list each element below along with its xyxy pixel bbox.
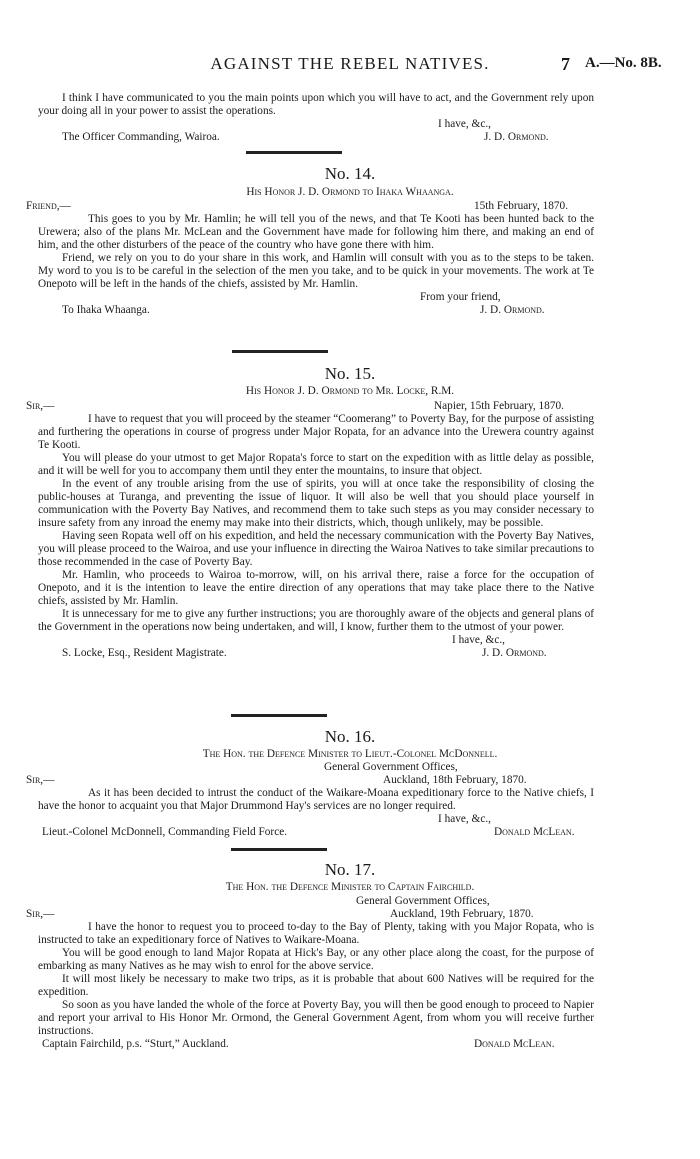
no17-paragraph-4: So soon as you have landed the whole of the force at Poverty Bay, you will then be good enough to proceed to Napier and report your arrival to His Honor Mr. Ormond, the General Government Agent, from whom you will receive further instructions.: [38, 999, 594, 1037]
no15-paragraph-2: You will please do your utmost to get Major Ropata's force to start on the expedition with as little delay as possible, and it will be well for you to accompany them until they enter the mountains, to insure that object.: [38, 452, 594, 477]
no15-paragraph-1: I have to request that you will proceed by the steamer “Coomerang” to Poverty Bay, for the purpose of assisting and furthering the operations in course of progress under Major Ropata, for an advance into the Urewera country against Te Kooti.: [38, 413, 594, 451]
no15-closing: I have, &c.,: [452, 634, 506, 646]
no16-sign-line: [38, 826, 594, 839]
no17-subtitle: The Hon. the Defence Minister to Captain Fairchild.: [225, 881, 475, 893]
no15-addressee: S. Locke, Esq., Resident Magistrate.: [62, 647, 227, 659]
no14-closing-line: [38, 291, 594, 304]
no16-salutation: Sir,—: [26, 774, 55, 786]
no16-signature: Donald McLean.: [494, 826, 575, 838]
intro-paragraph: I think I have communicated to you the main points upon which you will have to act, and the Government rely upon your doing all in your power to assist the operations.: [38, 92, 594, 117]
no16-paragraph-1: As it has been decided to intrust the conduct of the Waikare-Moana expeditionary force to the Native chiefs, I have the honor to acquaint you that Major Drummond Hay's services are no longer required.: [38, 787, 594, 812]
no16-subtitle: The Hon. the Defence Minister to Lieut.-Colonel McDonnell.: [202, 748, 498, 760]
intro-letter-end: [38, 92, 594, 144]
no17-salutation: Sir,—: [26, 908, 55, 920]
no16-salutation-line: [26, 774, 594, 787]
no14-paragraph-1: This goes to you by Mr. Hamlin; he will tell you of the news, and that Te Kooti has been hunted back to the Urewera; also of the plans Mr. McLean and the Government have made for following him there, and making an end of him, and the other disturbers of the peace of the country who have gone there with him.: [38, 213, 594, 251]
no17-sign-line: [38, 1038, 594, 1051]
no14-addressee: To Ihaka Whaanga.: [62, 304, 150, 316]
no14-salutation-line: [26, 200, 594, 213]
no17-salutation-line: [26, 908, 594, 921]
no15-salutation-line: [26, 400, 594, 413]
page-number: 7: [561, 54, 570, 74]
no16-heading: No. 16.: [324, 727, 376, 746]
no15-paragraph-5: Mr. Hamlin, who proceeds to Wairoa to-morrow, will, on his arrival there, raise a force for the occupation of Onepoto, and it is the intention to leave the entire direction of any operations that may take place there to the Native chiefs, assisted by Mr. Hamlin.: [38, 569, 594, 607]
intro-addressee: The Officer Commanding, Wairoa.: [62, 131, 220, 143]
section-divider: [231, 714, 327, 717]
no15-heading: No. 15.: [324, 364, 376, 383]
no14-date: 15th February, 1870.: [474, 200, 569, 212]
section-divider: [231, 848, 327, 851]
no17-date: Auckland, 19th February, 1870.: [390, 908, 534, 920]
no16-addressee: Lieut.-Colonel McDonnell, Commanding Field Force.: [42, 826, 288, 838]
no15-sign-line: [38, 647, 594, 660]
no17-letter: [26, 895, 594, 1051]
intro-closing: I have, &c.,: [438, 118, 492, 130]
no16-closing-line: [38, 813, 594, 826]
no16-closing: I have, &c.,: [438, 813, 492, 825]
no17-office: General Government Offices,: [356, 895, 490, 907]
no14-sign-line: [38, 304, 594, 317]
no15-salutation: Sir,—: [26, 400, 55, 412]
no17-paragraph-3: It will most likely be necessary to make two trips, as it is probable that about 600 Natives will be required for the expedition.: [38, 973, 594, 998]
no14-signature: J. D. Ormond.: [480, 304, 545, 316]
intro-closing-line: [38, 118, 594, 131]
no16-office: General Government Offices,: [324, 761, 458, 773]
no15-paragraph-6: It is unnecessary for me to give any further instructions; you are thoroughly aware of the objects and general plans of the Government in the operations now being undertaken, and will, I know, further them to the utmost of your power.: [38, 608, 594, 633]
no17-office-line: [38, 895, 594, 908]
no15-closing-line: [38, 634, 594, 647]
no14-paragraph-2: Friend, we rely on you to do your share in this work, and Hamlin will consult with you as to the steps to be taken. My word to you is to be careful in the selection of the men you take, and to be quick in your movements. The work at Te Onepoto will be left in the hands of the chiefs, assisted by Mr. Hamlin.: [38, 252, 594, 290]
paper-reference: A.—No. 8B.: [585, 55, 662, 71]
no15-paragraph-4: Having seen Ropata well off on his expedition, and held the necessary communication with the Poverty Bay Natives, you will please proceed to the Wairoa, and use your influence in directing the Wairoa Natives to take similar precautions to those recommended in the case of Poverty Bay.: [38, 530, 594, 568]
no14-subtitle: His Honor J. D. Ormond to Ihaka Whaanga.: [246, 186, 454, 198]
no15-subtitle: His Honor J. D. Ormond to Mr. Locke, R.M.: [245, 385, 455, 397]
no17-paragraph-2: You will be good enough to land Major Ropata at Hick's Bay, or any other place along the coast, for the purpose of embarking as many Natives as he may wish to enrol for the above service.: [38, 947, 594, 972]
section-divider: [232, 350, 328, 353]
no17-heading: No. 17.: [324, 860, 376, 879]
no17-paragraph-1: I have the honor to request you to proceed to-day to the Bay of Plenty, taking with you Major Ropata, who is instructed to take an expeditionary force of Natives to Waikare-Moana.: [38, 921, 594, 946]
no14-heading: No. 14.: [324, 164, 376, 183]
no16-date: Auckland, 18th February, 1870.: [383, 774, 527, 786]
no16-office-line: [38, 761, 594, 774]
no15-date: Napier, 15th February, 1870.: [434, 400, 564, 412]
no16-letter: [26, 761, 594, 839]
no14-closing: From your friend,: [420, 291, 501, 303]
no15-signature: J. D. Ormond.: [482, 647, 547, 659]
no14-letter: [26, 200, 594, 317]
intro-sign-line: [38, 131, 594, 144]
no15-letter: [26, 400, 594, 660]
no17-signature: Donald McLean.: [474, 1038, 555, 1050]
no17-addressee: Captain Fairchild, p.s. “Sturt,” Auckland.: [42, 1038, 229, 1050]
running-header: [0, 52, 700, 76]
section-divider: [246, 151, 342, 154]
intro-signature: J. D. Ormond.: [484, 131, 549, 143]
page-title: AGAINST THE REBEL NATIVES.: [210, 54, 490, 73]
no14-salutation: Friend,—: [26, 200, 71, 212]
no15-paragraph-3: In the event of any trouble arising from the use of spirits, you will at once take the responsibility of closing the public-houses at Turanga, and preventing the issue of liquor. It will also be well that you should place yourself in communication with the Poverty Bay Natives, and recommend them to take such steps as you may consider necessary to insure safety from any inroad the enemy may make into their districts, which, though unlikely, may be possible.: [38, 478, 594, 529]
